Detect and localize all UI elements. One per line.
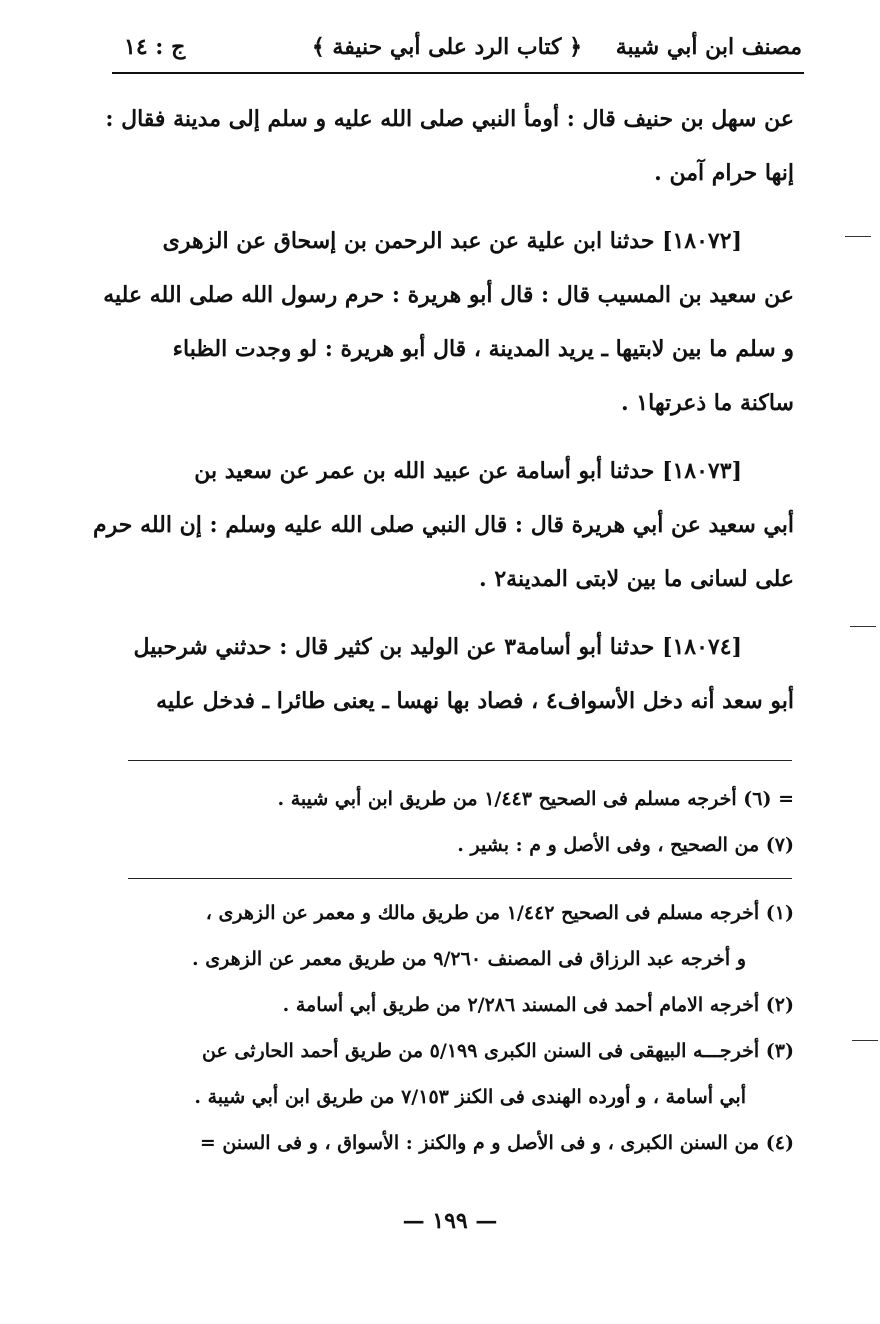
margin-mark [845,236,871,237]
hadith-18074-start: [١٨٠٧٤] حدثنا أبو أسامة٣ عن الوليد بن كثير قال : حدثني شرحبيل [133,634,742,660]
continued-footnotes [118,776,794,868]
text-line: و سلم ما بين لابتيها ـ يريد المدينة ، قال أبو هريرة : لو وجدت الظباء [172,336,794,362]
page-number: — ١٩٩ — [402,1208,498,1234]
footnote-3: (٣) أخرجـــه البيهقى فى السنن الكبرى ٥/١٩٩ من طريق أحمد الحارثى عن [202,1040,794,1062]
text-line: عن سعيد بن المسيب قال : قال أبو هريرة : حرم رسول الله صلى الله عليه [103,282,794,308]
footnote-2: (٢) أخرجه الامام أحمد فى المسند ٢/٢٨٦ من طريق أبي أسامة . [282,994,794,1016]
text-line: على لسانى ما بين لابتى المدينة٢ . [479,566,794,592]
footnote-1: (١) أخرجه مسلم فى الصحيح ١/٤٤٢ من طريق مالك و معمر عن الزهرى ، [205,902,794,924]
footnote-line: (٧) من الصحيح ، وفى الأصل و م : بشير . [457,834,794,856]
main-text [93,92,794,728]
text-line: ساكنة ما ذعرتها١ . [620,390,794,416]
text-line: أبي سعيد عن أبي هريرة قال : قال النبي صلى الله عليه وسلم : إن الله حرم [93,512,794,538]
footnote-line: أبي أسامة ، و أورده الهندى فى الكنز ٧/١٥٣ من طريق ابن أبي شيبة . [194,1086,746,1108]
margin-mark [850,626,876,627]
footnote-4: (٤) من السنن الكبرى ، و فى الأصل و م والكنز : الأسواق ، و فى السنن = [199,1132,794,1154]
running-header [118,26,802,70]
footnote-line: و أخرجه عبد الرزاق فى المصنف ٩/٢٦٠ من طريق معمر عن الزهرى . [192,948,746,970]
hadith-18073-start: [١٨٠٧٣] حدثنا أبو أسامة عن عبيد الله بن عمر عن سعيد بن [194,458,742,484]
footnote-separator [128,878,792,879]
footnotes [118,890,794,1166]
footnote-line: = (٦) أخرجه مسلم فى الصحيح ١/٤٤٣ من طريق ابن أبي شيبة . [277,788,794,810]
header-rule [112,72,804,74]
text-line: أبو سعد أنه دخل الأسواف٤ ، فصاد بها نهسا ـ يعنى طائرا ـ فدخل عليه [156,688,794,714]
hadith-18072-start: [١٨٠٧٢] حدثنا ابن علية عن عبد الرحمن بن إسحاق عن الزهرى [162,228,742,254]
text-line: عن سهل بن حنيف قال : أومأ النبي صلى الله عليه و سلم إلى مدينة فقال : [105,106,794,132]
book-title: مصنف ابن أبي شيبة [615,34,802,60]
chapter-title: ﴿ كتاب الرد على أبي حنيفة ﴾ [311,34,582,60]
margin-mark [852,1040,878,1041]
volume-number: ج : ١٤ [124,34,186,60]
text-line: إنها حرام آمن . [654,160,794,186]
footnote-rule [128,760,792,761]
